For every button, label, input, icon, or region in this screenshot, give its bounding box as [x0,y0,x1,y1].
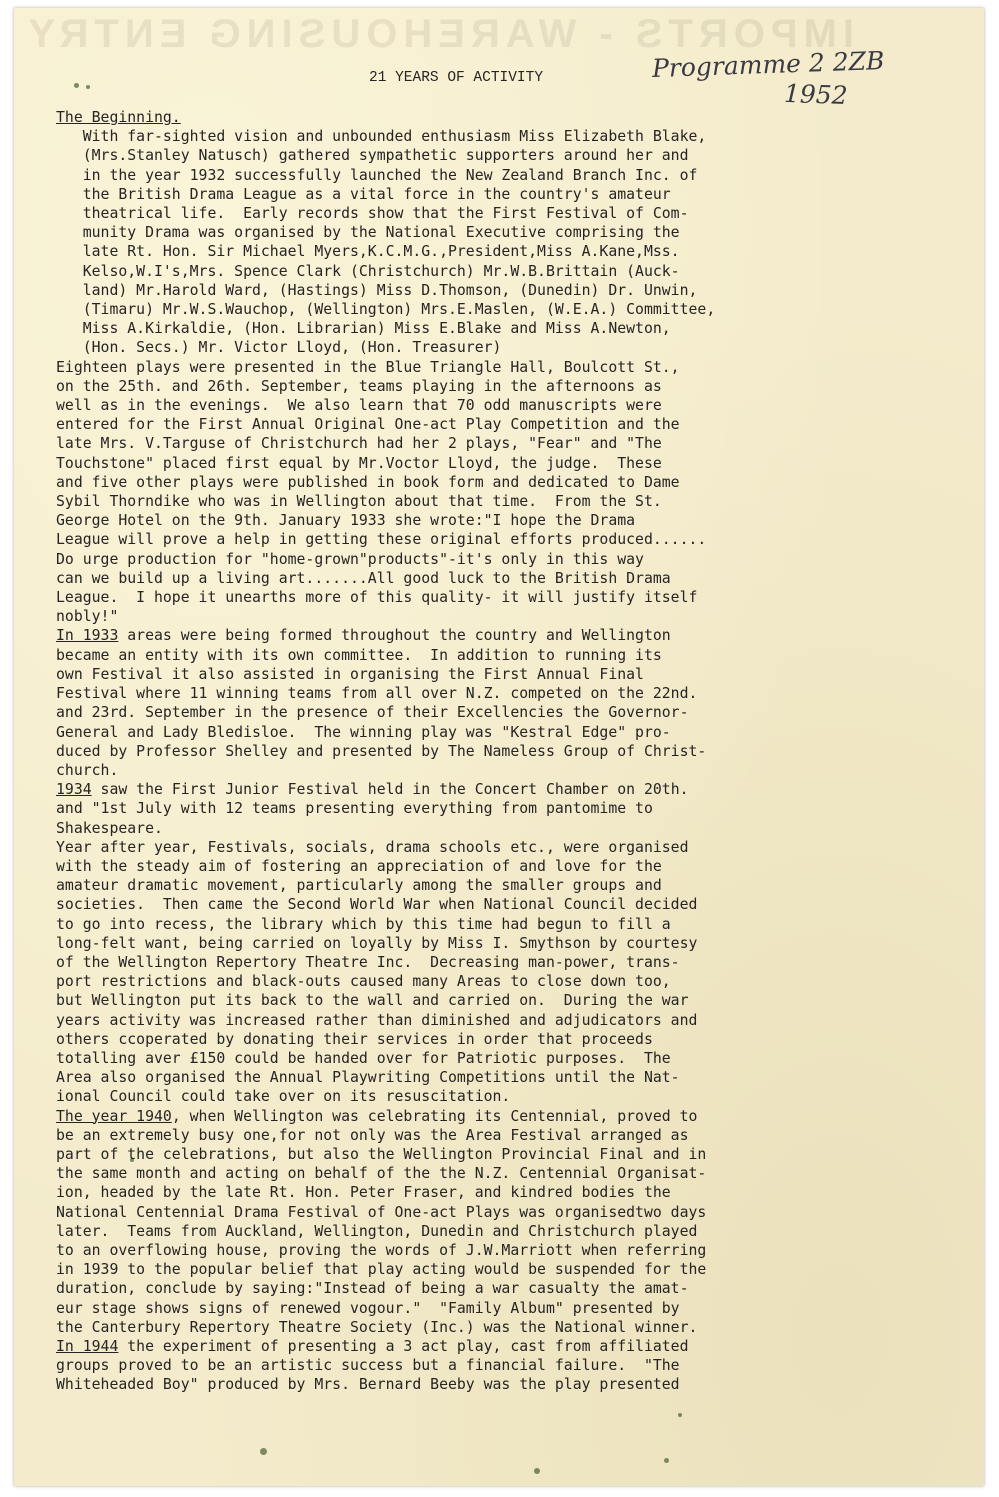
document-page [14,8,984,1486]
ink-spot [86,85,90,89]
handwritten-annotation: Programme 2 2ZB [651,45,885,84]
handwritten-year: 1952 [783,78,849,111]
reverse-bleed-through: IMPORTS - WAREHOUSING ENTRY [22,12,854,56]
paragraph-lead: The year 1940 [56,1107,172,1125]
paragraph-lines: saw the First Junior Festival held in the Concert Chamber on 20th. and "1st July with 12 teams presenting everything from pantomime to Shakespeare. Year after year, Festivals, socials, drama schools etc., were organised with the steady aim of fostering an appreciation of and love for the amateur dramatic movement, particularly among the smaller groups and societies. Then came the Second World War when National Council decided to go into recess, the library which by this time had begun to fill a long-felt want, being carried on loyally by Miss I. Smythson by courtesy of the Wellington Repertory Theatre Inc. Decreasing man-power, trans- port restrictions and black-outs caused many Areas to close down too, but Wellington put its back to the wall and carried on. During the war years activity was increased rather than diminished and adjudicators and others ccoperated by donating their services in order that proceeds totalling aver £150 could be handed over for Patriotic purposes. The Area also organised the Annual Playwriting Competitions until the Nat- ional Council could take over on its resuscitation. [56,781,698,1106]
section-heading: The Beginning. [56,109,181,126]
paragraph-lines: the experiment of presenting a 3 act play, cast from affiliated groups proved to be an artistic success but a financial failure. "The Whiteheaded Boy" produced by Mrs. Bernard Beeby was the play presented [56,1338,689,1394]
ink-spot [664,1458,669,1463]
ink-spot [260,1448,267,1455]
ink-spot [74,83,79,88]
paragraph-lead: In 1944 [56,1338,119,1355]
document-body [56,108,956,1395]
document-title: 21 YEARS OF ACTIVITY [369,70,544,86]
ink-spot [678,1413,682,1417]
paragraph-lines: With far-sighted vision and unbounded enthusiasm Miss Elizabeth Blake, (Mrs.Stanley Natusch) gathered sympathetic supporters around her and in the year 1932 successfully launched the New Zealand Branch Inc. of the British Drama League as a vital force in the country's amateur theatrical life. Early records show that the First Festival of Com- munity Drama was organised by the National Executive comprising the late Rt. Hon. Sir Michael Myers,K.C.M.G.,President,Miss A.Kane,Mss. Kelso,W.I's,Mrs. Spence Clark (Christchurch) Mr.W.B.Brittain (Auck- land) Mr.Harold Ward, (Hastings) Miss D.Thomson, (Dunedin) Dr. Unwin, (Timaru) Mr.W.S.Wauchop, (Wellington) Mrs.E.Maslen, (W.E.A.) Committee, Miss A.Kirkaldie, (Hon. Librarian) Miss E.Blake and Miss A.Newton, (Hon. Secs.) Mr. Victor Lloyd, (Hon. Treasurer) Eighteen plays were presented in the Blue Triangle Hall, Boulcott St., on the 25th. and 26th. September, teams playing in the afternoons as well as in the evenings. We also learn that 70 odd manuscripts were entered for the First Annual Original One-act Play Competition and the late Mrs. V.Targuse of Christchurch had her 2 plays, "Fear" and "The Touchstone" placed first equal by Mr.Voctor Lloyd, the judge. These and five other plays were published in book form and dedicated to Dame Sybil Thorndike who was in Wellington about that time. From the St. George Hotel on the 9th. January 1933 she wrote:"I hope the Drama League will prove a help in getting these original efforts produced...... Do urge production for "home-grown"products"-it's only in this way can we build up a living art.......All good luck to the British Drama League. I hope it unearths more of this quality- it will justify itself nobly!" [56,128,716,626]
paragraph-lead: In 1933 [56,627,119,645]
paragraph-lines: , when Wellington was celebrating its Centennial, proved to be an extremely busy one,for not only was the Area Festival arranged as part of the celebrations, but also the Wellington Provincial Final and in the same month and acting on behalf of the the N.Z. Centennial Organisat- ion, headed by the late Rt. Hon. Peter Fraser, and kindred bodies the National Centennial Drama Festival of One-act Plays was organisedtwo days later. Teams from Auckland, Wellington, Dunedin and Christchurch played to an overflowing house, proving the words of J.W.Marriott when referring in 1939 to the popular belief that play acting would be suspended for the duration, conclude by saying:"Instead of being a war casualty the amat- eur stage shows signs of renewed vogour." "Family Album" presented by the Canterbury Repertory Theatre Society (Inc.) was the National winner. [56,1107,707,1336]
paragraph-lead: 1934 [56,781,92,799]
ink-spot [534,1468,540,1474]
paragraph-lines: areas were being formed throughout the country and Wellington became an entity with its own committee. In addition to running its own Festival it also assisted in organising the First Annual Final Festival where 11 winning teams from all over N.Z. competed on the 22nd. and 23rd. September in the presence of their Excellencies the Governor- General and Lady Bledisloe. The winning play was "Kestral Edge" pro- duced by Professor Shelley and presented by The Nameless Group of Christ- church. [56,627,707,779]
